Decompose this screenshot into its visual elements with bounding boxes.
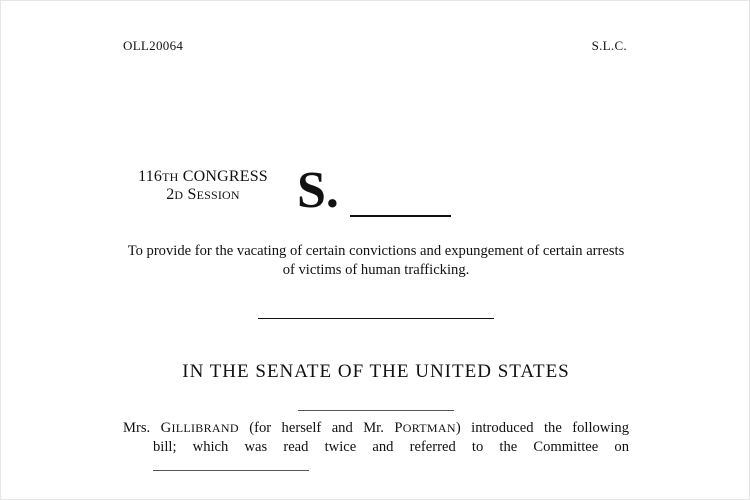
draft-code: S.L.C. xyxy=(591,38,627,53)
bill-number-label: S. xyxy=(297,162,339,219)
committee-blank-line xyxy=(153,470,309,471)
sponsor-initial: G xyxy=(160,420,172,436)
cosponsor-rest: ORTMAN xyxy=(402,421,456,435)
intro-middle: (for herself and Mr. xyxy=(249,420,384,436)
session-initial: S xyxy=(187,186,197,203)
senate-heading: IN THE SENATE OF THE UNITED STATES xyxy=(182,361,570,382)
bill-title: To provide for the vacating of certain convictions and expungement of certain arrests of victims of human trafficking. xyxy=(127,243,625,278)
introduction-paragraph xyxy=(123,419,629,456)
sponsor-name xyxy=(161,420,239,436)
intro-line-1 xyxy=(123,419,629,438)
congress-number: 116 xyxy=(138,168,163,185)
session-number: 2 xyxy=(166,186,175,203)
congress-suffix: TH xyxy=(162,170,179,184)
intro-after-cosponsor: ) introduced the following xyxy=(455,420,629,436)
congress-line xyxy=(123,168,283,186)
session-rest: ESSION xyxy=(196,188,240,202)
document-code: OLL20064 xyxy=(123,38,184,53)
bill-number-blank-line xyxy=(350,215,451,217)
session-suffix: D xyxy=(174,188,184,202)
cosponsor-initial: P xyxy=(394,420,403,436)
cosponsor-name xyxy=(394,420,456,436)
sponsor-rest: ILLIBRAND xyxy=(171,421,239,435)
date-blank-line xyxy=(298,410,454,411)
title-divider xyxy=(258,318,494,319)
intro-line-2: bill; which was read twice and referred to the Committee on xyxy=(153,438,629,455)
congress-session-block xyxy=(123,168,283,204)
session-line xyxy=(123,186,283,204)
sponsor-title: Mrs. xyxy=(123,420,151,436)
congress-label: CONGRESS xyxy=(182,168,268,185)
